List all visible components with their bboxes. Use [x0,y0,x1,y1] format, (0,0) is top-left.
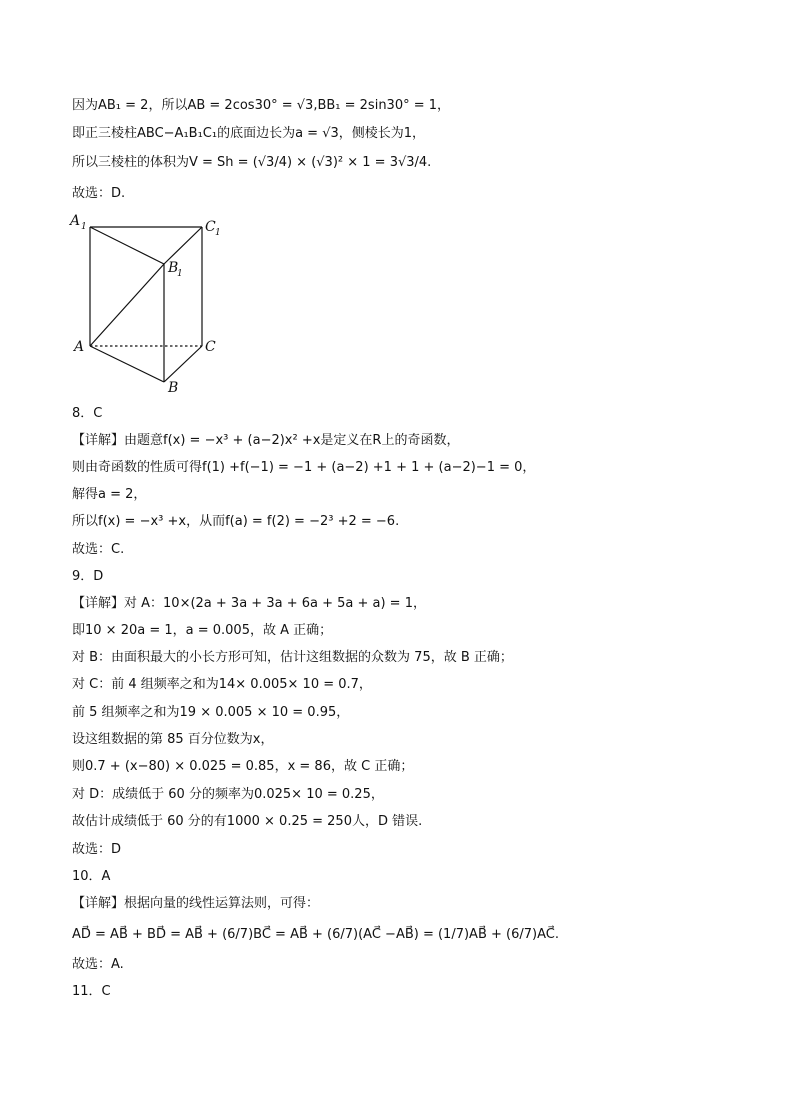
edge-a1b1 [90,227,164,264]
text-line: 故选：A. [72,957,124,972]
text-line: 故选：D [72,842,122,857]
label-b1: B [168,260,179,276]
text-line: AD⃗ = AB⃗ + BD⃗ = AB⃗ + (6/7)BC⃗ = AB⃗ + (6/7)(AC⃗ −AB⃗) = (1/7)AB⃗ + (6/7)AC⃗. [72,927,559,942]
edge-ab [90,346,164,382]
text-line: 前 5 组频率之和为19 × 0.005 × 10 = 0.95， [72,705,350,720]
edge-bc [164,346,202,382]
label-b1-sub: 1 [177,269,183,279]
text-line: 对 B：由面积最大的小长方形可知，估计这组数据的众数为 75，故 B 正确； [72,650,513,665]
text-line: 设这组数据的第 85 百分位数为x， [72,732,274,747]
answer-header: 9．D [72,569,104,584]
text-line: 【详解】对 A：10×(2a + 3a + 3a + 6a + 5a + a) = 1， [72,596,426,611]
label-a: A [74,339,85,355]
text-line: 故选：C. [72,542,125,557]
text-line: 所以f(x) = −x³ +x，从而f(a) = f(2) = −2³ +2 = −6. [72,514,400,529]
prism-figure [64,208,234,398]
label-a1: A [70,213,81,229]
text-line: 则0.7 + (x−80) × 0.025 = 0.85，x = 86，故 C 正确； [72,759,414,774]
text-line: 所以三棱柱的体积为V = Sh = (√3/4) × (√3)² × 1 = 3√3/4. [72,155,432,170]
segment-ab1 [90,264,164,346]
edge-b1c1 [164,227,202,264]
text-line: 即10 × 20a = 1，a = 0.005，故 A 正确； [72,623,333,638]
text-line: 对 D：成绩低于 60 分的频率为0.025× 10 = 0.25， [72,787,384,802]
text-line: 【详解】由题意f(x) = −x³ + (a−2)x² +x是定义在R上的奇函数， [72,433,460,448]
text-line: 则由奇函数的性质可得f(1) +f(−1) = −1 + (a−2) +1 + 1 + (a−2)−1 = 0， [72,460,536,475]
text-line: 解得a = 2， [72,487,147,502]
text-line: 即正三棱柱ABC−A₁B₁C₁的底面边长为a = √3，侧棱长为1， [72,126,426,141]
text-line: 故选：D. [72,186,126,201]
label-a1-sub: 1 [81,222,87,232]
text-line: 故估计成绩低于 60 分的有1000 × 0.25 = 250人，D 错误. [72,814,423,829]
text-line: 对 C：前 4 组频率之和为14× 0.005× 10 = 0.7， [72,677,372,692]
label-c1-sub: 1 [215,228,221,238]
answer-header: 10．A [72,869,111,884]
answer-header: 8．C [72,406,103,421]
label-c1: C [205,219,216,235]
answer-header: 11．C [72,984,111,999]
label-b: B [168,380,179,396]
text-line: 因为AB₁ = 2，所以AB = 2cos30° = √3,BB₁ = 2sin30° = 1， [72,98,451,113]
text-line: 【详解】根据向量的线性运算法则，可得： [72,896,320,911]
label-c: C [205,339,216,355]
